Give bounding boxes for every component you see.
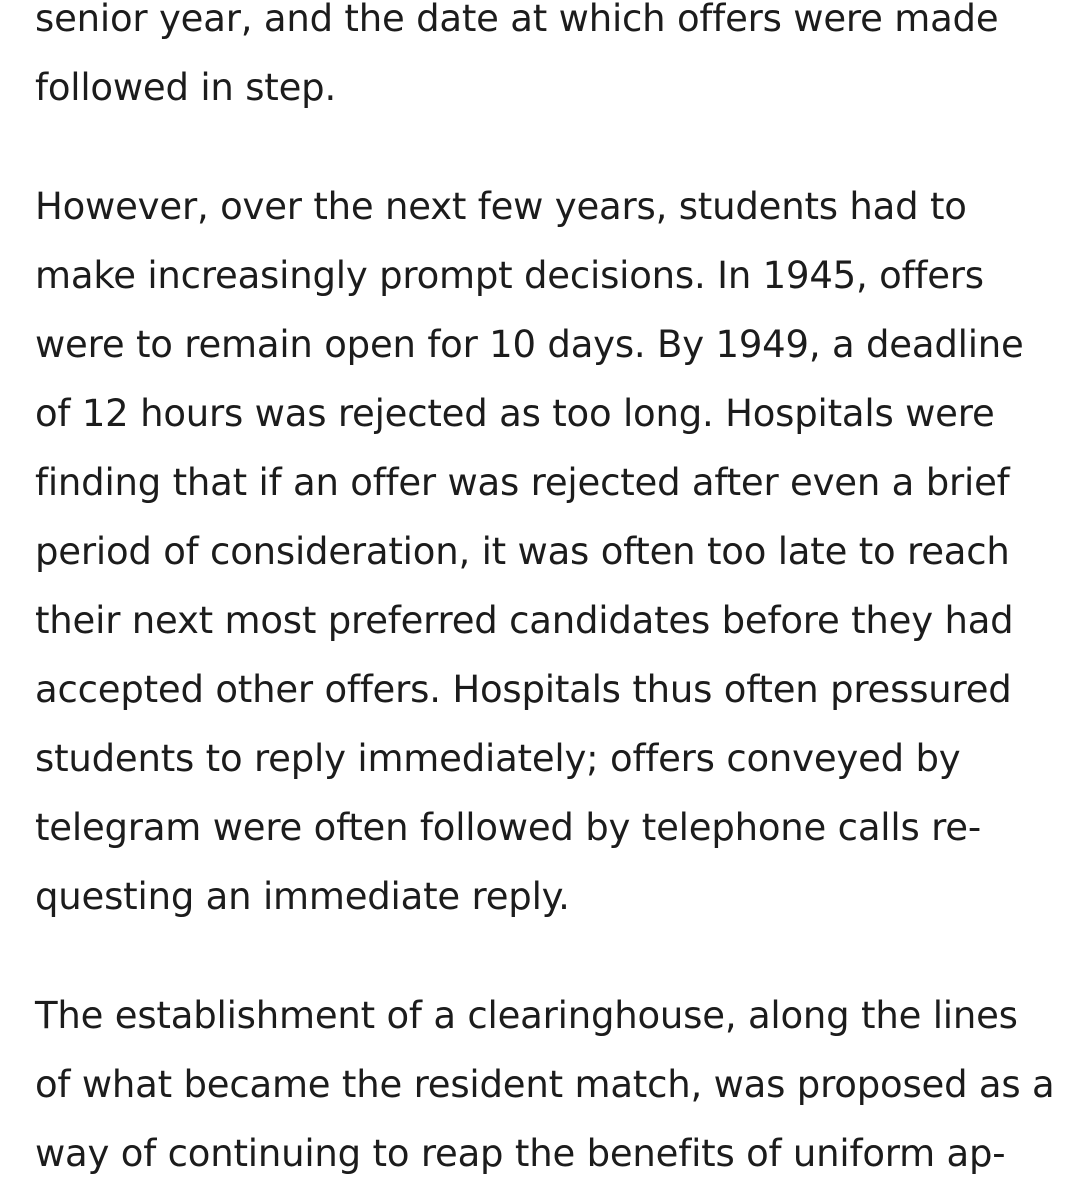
paragraph-3 <box>0 981 1087 1188</box>
text-line: of 12 hours was rejected as too long. Hospitals were <box>35 392 995 435</box>
paragraph-1 <box>0 0 1087 122</box>
text-line: finding that if an offer was rejected after even a brief <box>35 461 1010 504</box>
text-line: way of continuing to reap the benefits of uniform ap- <box>35 1132 1006 1175</box>
text-line: questing an immediate reply. <box>35 875 570 918</box>
paragraph-spacer <box>0 122 1087 172</box>
text-line: of what became the resident match, was proposed as a <box>35 1063 1055 1106</box>
text-line: accepted other offers. Hospitals thus often pressured <box>35 668 1012 711</box>
text-line: make increasingly prompt decisions. In 1945, offers <box>35 254 984 297</box>
text-line: senior year, and the date at which offers were made <box>35 0 999 40</box>
text-line: followed in step. <box>35 66 337 109</box>
text-line: were to remain open for 10 days. By 1949, a deadline <box>35 323 1024 366</box>
paragraph-2 <box>0 172 1087 931</box>
text-line: However, over the next few years, students had to <box>35 185 967 228</box>
text-line: telegram were often followed by telephone calls re- <box>35 806 982 849</box>
text-line: students to reply immediately; offers conveyed by <box>35 737 961 780</box>
text-line: period of consideration, it was often too late to reach <box>35 530 1010 573</box>
text-line: their next most preferred candidates before they had <box>35 599 1014 642</box>
paragraph-spacer <box>0 931 1087 981</box>
text-line: The establishment of a clearinghouse, along the lines <box>35 994 1018 1037</box>
